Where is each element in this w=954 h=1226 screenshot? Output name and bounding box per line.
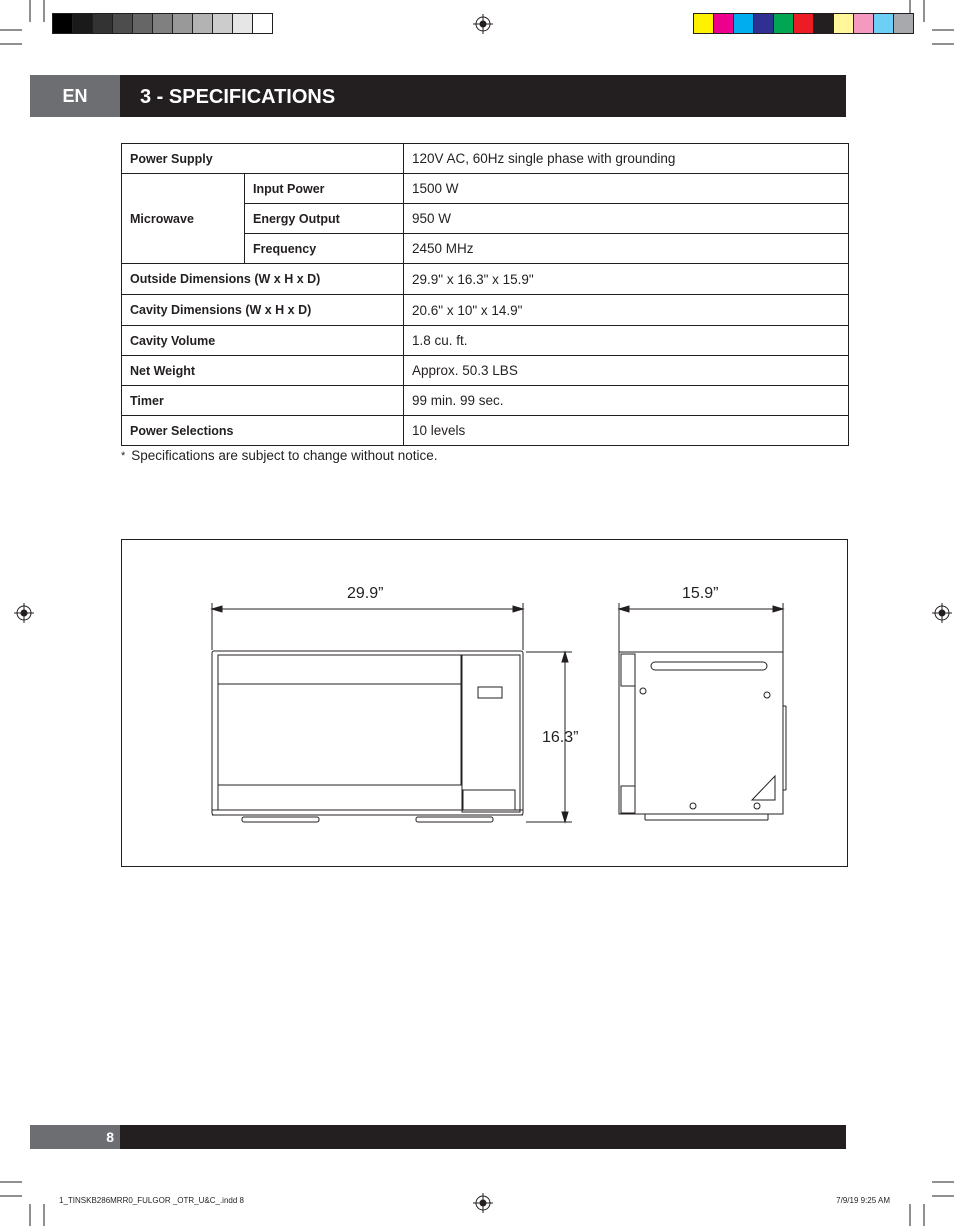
power-supply-value: 120V AC, 60Hz single phase with grounding bbox=[404, 144, 849, 174]
input-power-label: Input Power bbox=[245, 174, 404, 204]
language-tab: EN bbox=[30, 75, 120, 117]
timer-label: Timer bbox=[122, 386, 404, 416]
power-selections-label: Power Selections bbox=[122, 416, 404, 446]
net-weight-value: Approx. 50.3 LBS bbox=[404, 356, 849, 386]
input-power-value: 1500 W bbox=[404, 174, 849, 204]
width-dimension-label: 29.9” bbox=[347, 585, 384, 602]
height-dimension-label: 16.3” bbox=[542, 729, 579, 746]
asterisk-icon: * bbox=[121, 450, 126, 462]
frequency-value: 2450 MHz bbox=[404, 234, 849, 264]
slug-date: 7/9/19 9:25 AM bbox=[836, 1196, 890, 1205]
power-supply-label: Power Supply bbox=[122, 144, 404, 174]
cavity-dimensions-label: Cavity Dimensions (W x H x D) bbox=[122, 295, 404, 326]
outside-dimensions-value: 29.9" x 16.3" x 15.9" bbox=[404, 264, 849, 295]
power-selections-value: 10 levels bbox=[404, 416, 849, 446]
energy-output-value: 950 W bbox=[404, 204, 849, 234]
net-weight-label: Net Weight bbox=[122, 356, 404, 386]
cavity-dimensions-order: W x H x D bbox=[249, 303, 308, 317]
cavity-volume-value: 1.8 cu. ft. bbox=[404, 326, 849, 356]
footer-bar bbox=[120, 1125, 846, 1149]
outside-dimensions-text: Outside Dimensions bbox=[130, 272, 251, 286]
outside-dimensions-label: Outside Dimensions (W x H x D) bbox=[122, 264, 404, 295]
microwave-label: Microwave bbox=[122, 174, 245, 264]
slug-filename: 1_TINSKB286MRR0_FULGOR _OTR_U&C_.indd 8 bbox=[59, 1196, 244, 1205]
depth-dimension-label: 15.9” bbox=[682, 585, 719, 602]
section-title: 3 - SPECIFICATIONS bbox=[120, 75, 846, 117]
cavity-dimensions-text: Cavity Dimensions bbox=[130, 303, 242, 317]
outside-dimensions-order: W x H x D bbox=[258, 272, 317, 286]
frequency-label: Frequency bbox=[245, 234, 404, 264]
cavity-volume-label: Cavity Volume bbox=[122, 326, 404, 356]
cavity-dimensions-value: 20.6" x 10" x 14.9" bbox=[404, 295, 849, 326]
energy-output-label: Energy Output bbox=[245, 204, 404, 234]
timer-value: 99 min. 99 sec. bbox=[404, 386, 849, 416]
page-number: 8 bbox=[30, 1125, 120, 1149]
spec-note-text: Specifications are subject to change without notice. bbox=[131, 448, 438, 463]
